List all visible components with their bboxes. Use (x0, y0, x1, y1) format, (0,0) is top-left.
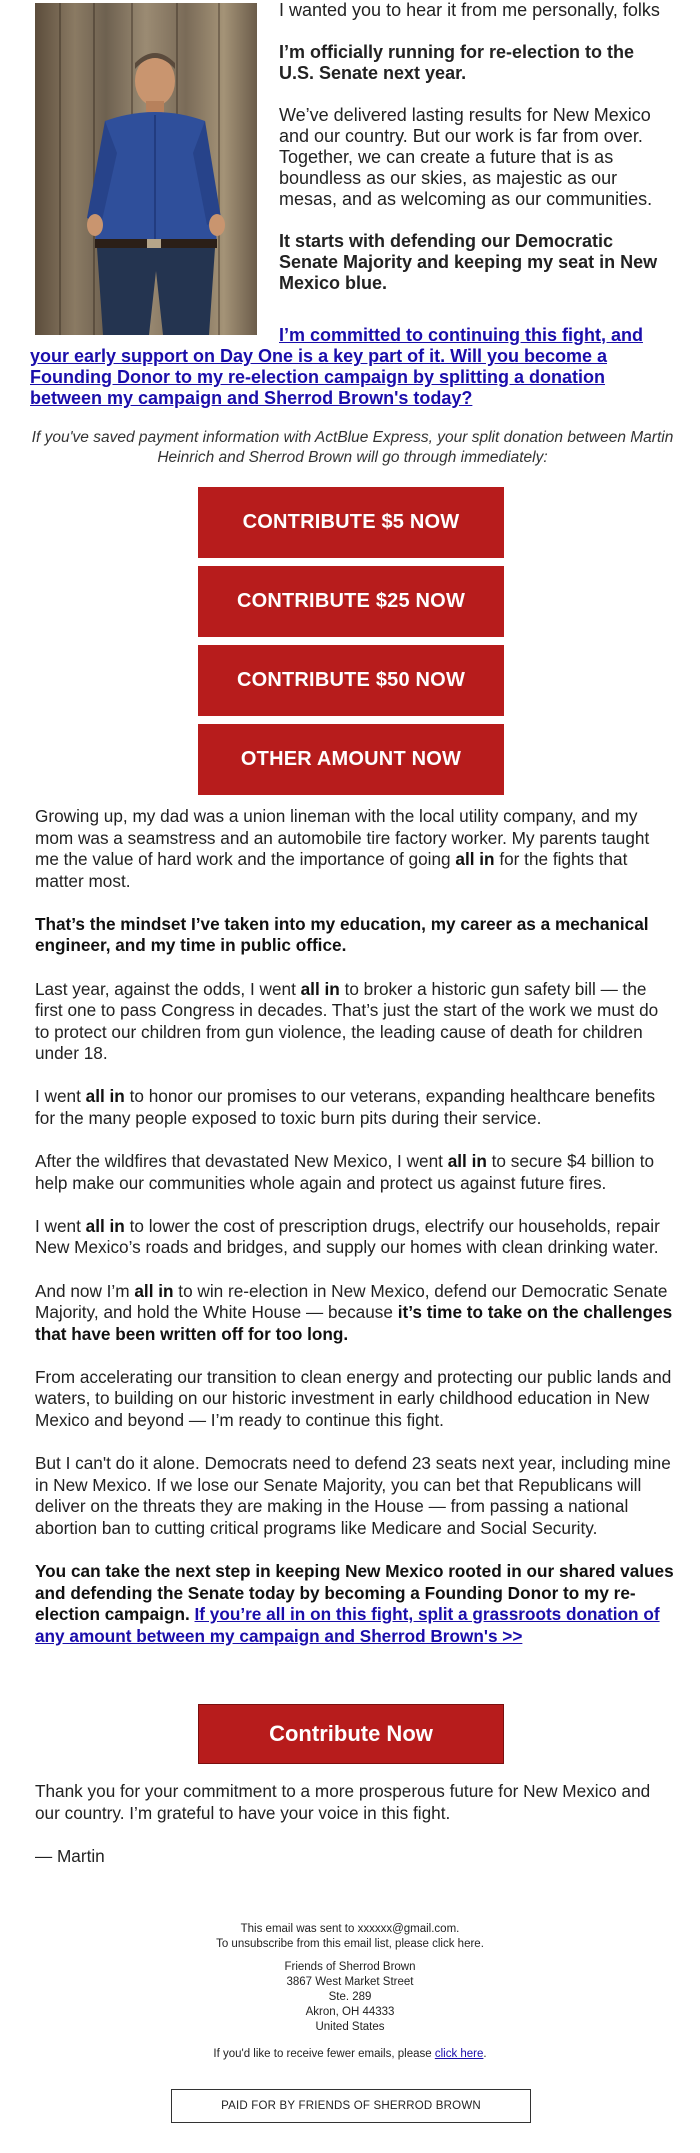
thanks-paragraph: Thank you for your commitment to a more prosperous future for New Mexico and our country. I’m grateful to have your voice in this fight. (35, 1781, 651, 1823)
announcement: I’m officially running for re-election to the U.S. Senate next year. (279, 42, 635, 83)
paragraph-reelection: And now I’m all in to win re-election in New Mexico, defend our Democratic Senate Majority, and hold the White House — because it’s time to take on the challenges that have been written off for too long. (35, 1280, 673, 1344)
other-amount-button[interactable]: OTHER AMOUNT NOW (198, 724, 504, 795)
actblue-express-note: If you've saved payment information with ActBlue Express, your split donation between Martin Heinrich and Sherrod Brown will go through immediately: (31, 429, 674, 466)
paragraph-upbringing: Growing up, my dad was a union lineman with the local utility company, and my mom was a seamstress and an automobile tire factory worker. My parents taught me the value of hard work and the importance of going all in for the fights that matter most. (35, 806, 650, 891)
footer (0, 1922, 700, 2070)
footer-notice (0, 1922, 700, 1952)
paragraph-wildfires: After the wildfires that devastated New Mexico, I went all in to secure $4 billion to help make our communities whole again and protect us against future fires. (35, 1151, 655, 1193)
closing (35, 1781, 675, 1889)
defend-paragraph: It starts with defending our Democratic Senate Majority and keeping my seat in New Mexico blue. (279, 231, 658, 293)
paragraph-mindset: That’s the mindset I’ve taken into my education, my career as a mechanical engineer, and my time in public office. (35, 913, 649, 956)
contribute-25-button[interactable]: CONTRIBUTE $25 NOW (198, 566, 504, 637)
fewer-emails-link[interactable]: click here (434, 2048, 484, 2060)
intro-text (279, 0, 674, 315)
founding-donor-lead (30, 325, 675, 409)
paragraph-costs: I went all in to lower the cost of prescription drugs, electrify our households, repair New Mexico’s roads and bridges, and supply our homes with clean drinking water. (35, 1215, 660, 1258)
paragraph-gun-safety: Last year, against the odds, I went all in to broker a historic gun safety bill — the first one to pass Congress in decades. That’s just the start of the work we must do to protect our children from gun violence, the leading cause of death for children under 18. (35, 978, 659, 1064)
contribute-50-button[interactable]: CONTRIBUTE $50 NOW (198, 645, 504, 716)
unsubscribe-text[interactable]: To unsubscribe from this email list, please click here. (216, 1938, 484, 1950)
signoff: — Martin (35, 1845, 105, 1866)
letter-body (35, 806, 675, 1669)
paragraph-next-step: You can take the next step in keeping New Mexico rooted in our shared values and defending the Senate today by becoming a Founding Donor to my re-election campaign. If you’re all in on this fight, split a grassroots donation of any amount between my campaign and Sherrod Brown's >> (35, 1560, 674, 1646)
paid-for-by-box: PAID FOR BY FRIENDS OF SHERROD BROWN (171, 2089, 531, 2123)
paragraph-cant-alone: But I can't do it alone. Democrats need to defend 23 seats next year, including mine in New Mexico. If we lose our Senate Majority, you can bet that Republicans will deliver on the threats they are making in the House — from passing a national abortion ban to cutting critical programs like Medicare and Social Security. (35, 1453, 671, 1538)
sent-to-text: This email was sent to xxxxxx@gmail.com. (240, 1923, 460, 1935)
candidate-photo (35, 3, 257, 335)
split-donation-link[interactable]: If you’re all in on this fight, split a grassroots donation of any amount between my campaign and Sherrod Brown's >> (35, 1604, 660, 1646)
man-portrait-icon (35, 3, 257, 335)
footer-address: Friends of Sherrod Brown 3867 West Market Street Ste. 289 Akron, OH 44333 United States (284, 1961, 416, 2033)
paragraph-veterans: I went all in to honor our promises to our veterans, expanding healthcare benefits for the many people exposed to toxic burn pits during their service. (35, 1086, 656, 1129)
contribute-now-button[interactable]: Contribute Now (198, 1704, 504, 1764)
contribute-5-button[interactable]: CONTRIBUTE $5 NOW (198, 487, 504, 558)
results-paragraph: We’ve delivered lasting results for New Mexico and our country. But our work is far from over. Together, we can create a future that is as boundless as our skies, as majestic as our mesas, and as welcoming as our communities. (279, 105, 653, 209)
fewer-emails: If you'd like to receive fewer emails, please click here. (213, 2048, 487, 2060)
founding-donor-link[interactable]: I’m committed to continuing this fight, and your early support on Day One is a key part of it. Will you become a Founding Donor to my re-election campaign by splitting a donation between my campaign and Sherrod Brown's today? (30, 325, 643, 408)
paragraph-clean-energy: From accelerating our transition to clean energy and protecting our public lands and waters, to building on our historic investment in early childhood education in New Mexico and beyond — I’m ready to continue this fight. (35, 1366, 672, 1430)
greeting: I wanted you to hear it from me personally, folks (279, 0, 660, 20)
